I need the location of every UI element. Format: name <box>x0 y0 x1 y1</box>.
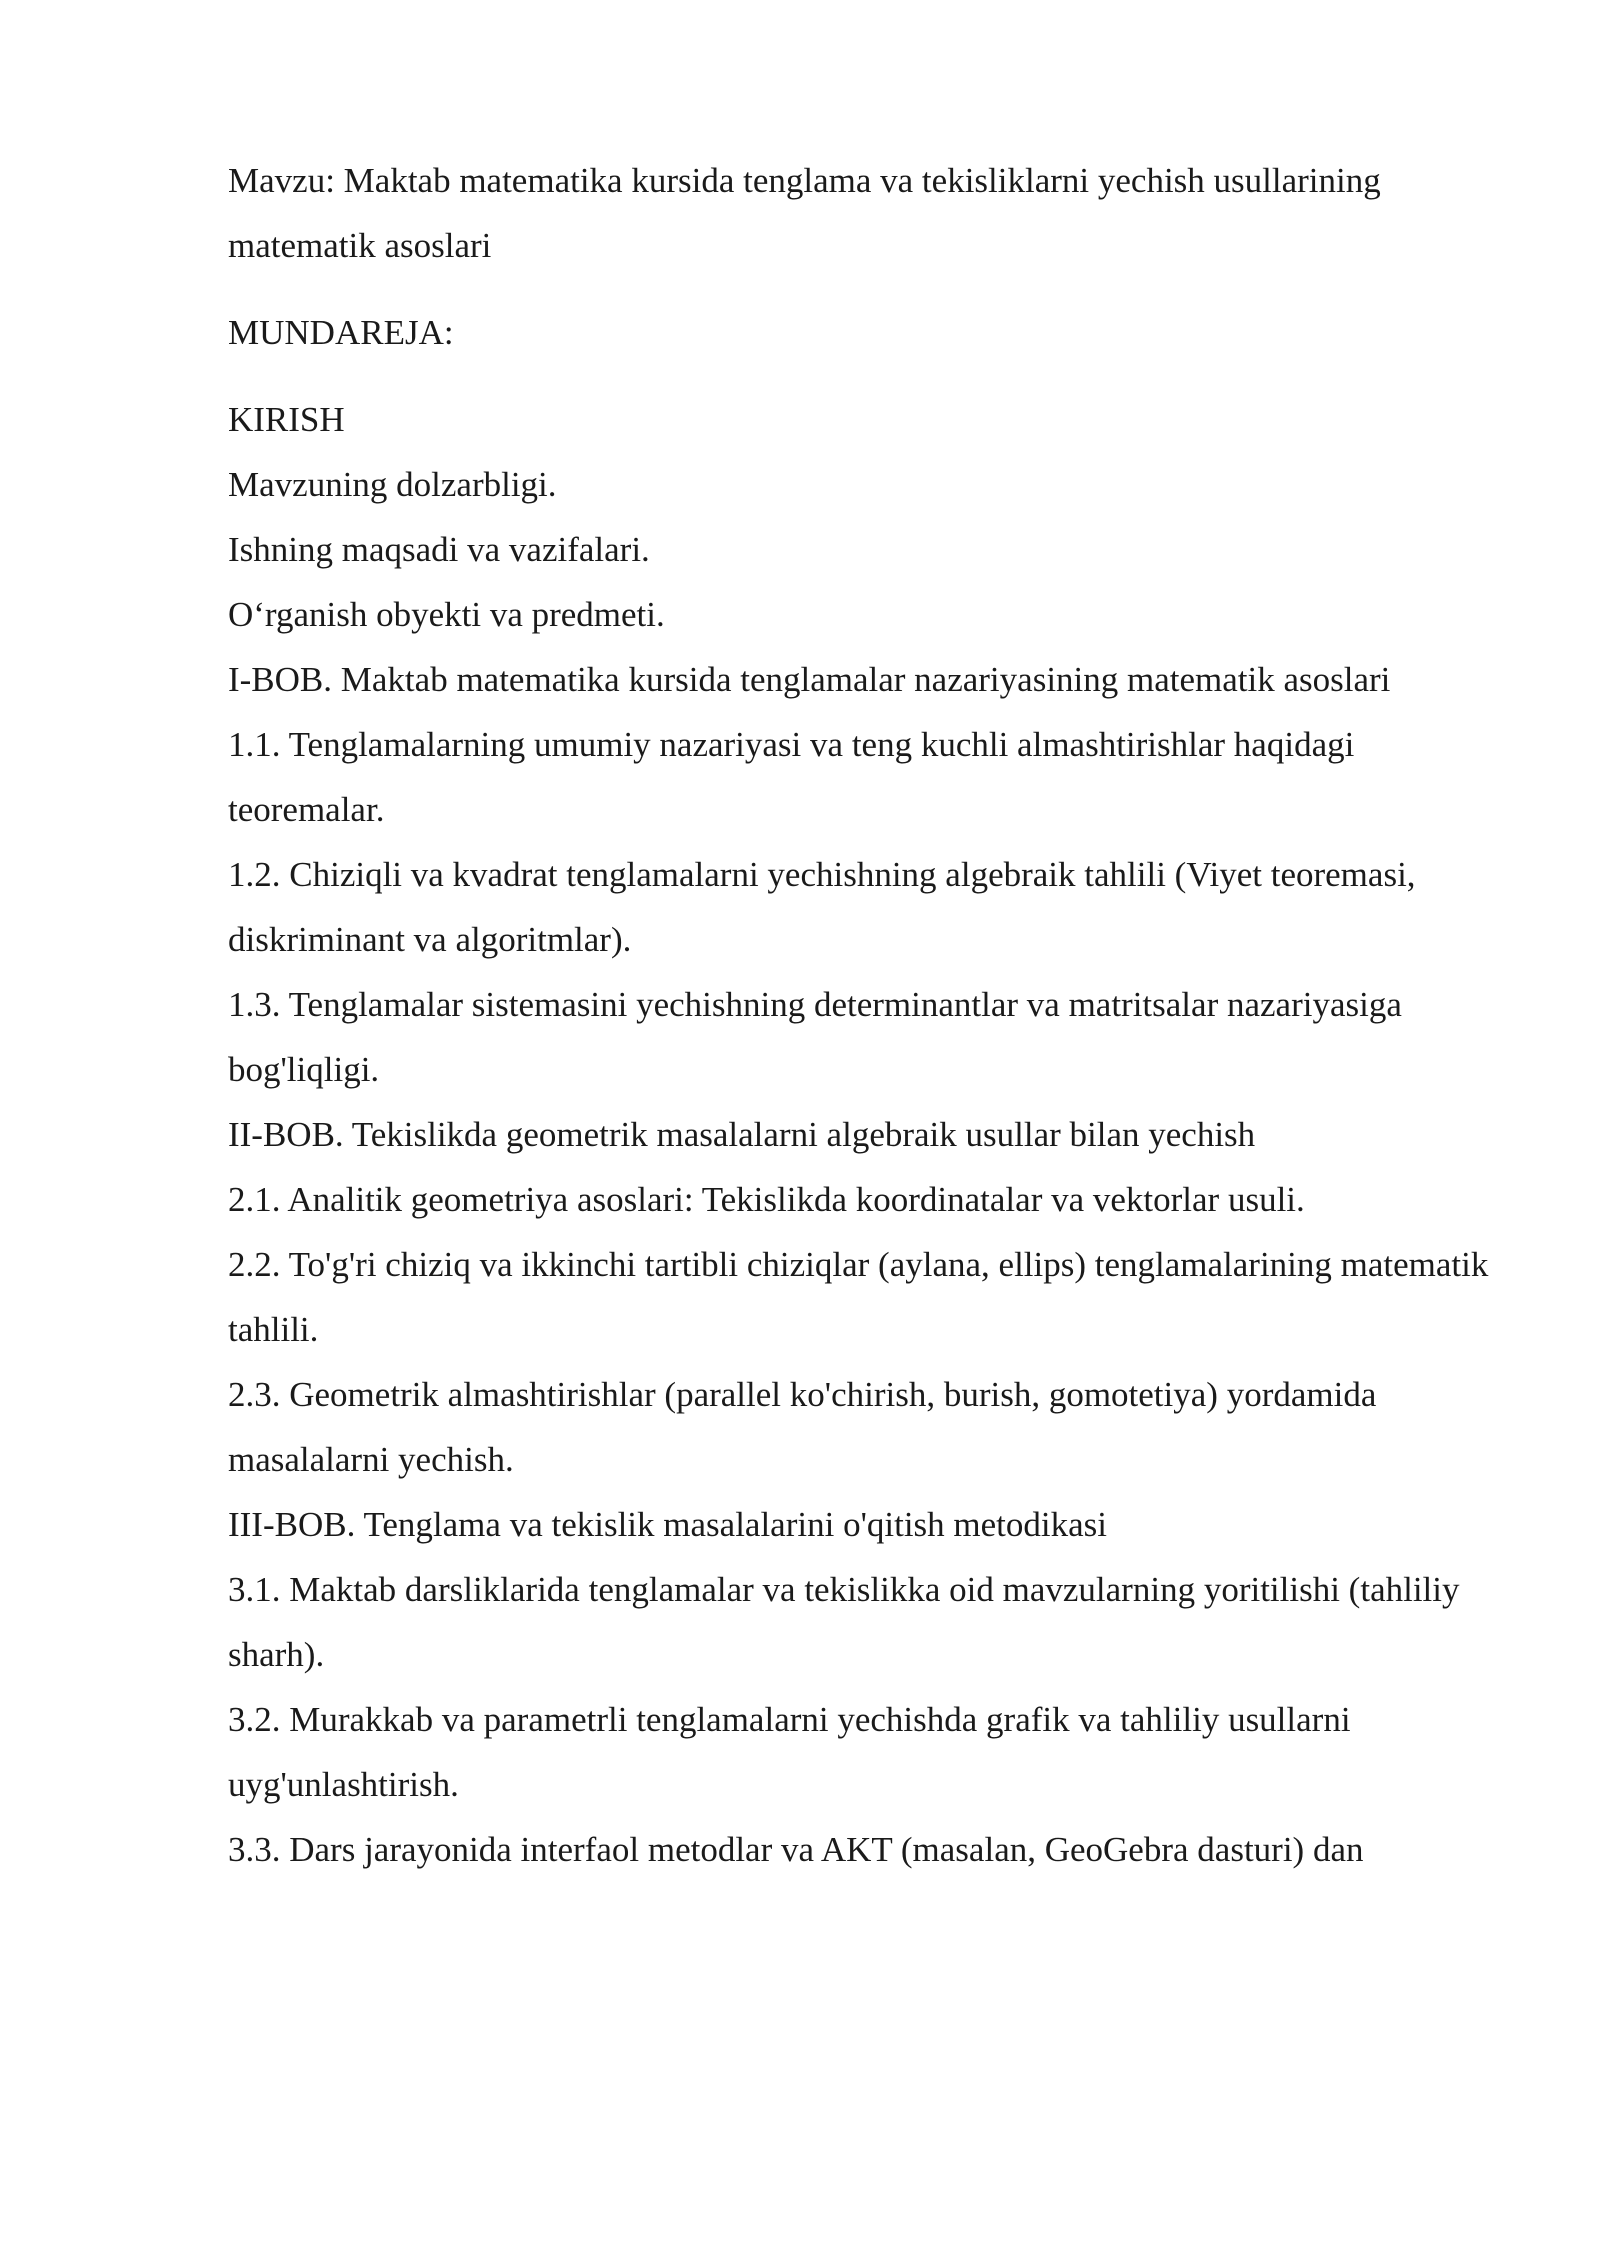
toc-entry-section-1-1: 1.1. Tenglamalarning umumiy nazariyasi va teng kuchli almashtirishlar haqidagi teoremalar. <box>228 725 1355 829</box>
toc-entry-section-2-3: 2.3. Geometrik almashtirishlar (parallel ko'chirish, burish, gomotetiya) yordamida masalalarni yechish. <box>228 1375 1377 1479</box>
contents-heading: MUNDAREJA: <box>228 313 454 352</box>
toc-entry-introduction: KIRISH <box>228 400 345 439</box>
contents-list <box>228 387 1498 1882</box>
document-title: Mavzu: Maktab matematika kursida tenglama va tekisliklarni yechish usullarining matematik asoslari <box>228 161 1381 265</box>
toc-entry-section-3-3: 3.3. Dars jarayonida interfaol metodlar va AKT (masalan, GeoGebra dasturi) dan <box>228 1830 1364 1869</box>
toc-entry-section-2-1: 2.1. Analitik geometriya asoslari: Tekislikda koordinatalar va vektorlar usuli. <box>228 1180 1305 1219</box>
toc-entry-aims: Ishning maqsadi va vazifalari. <box>228 530 650 569</box>
toc-entry-section-2-2: 2.2. To'g'ri chiziq va ikkinchi tartibli chiziqlar (aylana, ellips) tenglamalarining matematik tahlili. <box>228 1245 1489 1349</box>
toc-entry-object: O‘rganish obyekti va predmeti. <box>228 595 665 634</box>
toc-entry-chapter-2: II-BOB. Tekislikda geometrik masalalarni algebraik usullar bilan yechish <box>228 1115 1256 1154</box>
document-body <box>228 148 1498 1882</box>
toc-entry-section-1-2: 1.2. Chiziqli va kvadrat tenglamalarni yechishning algebraik tahlili (Viyet teoremasi, diskriminant va algoritmlar). <box>228 855 1416 959</box>
toc-entry-chapter-3: III-BOB. Tenglama va tekislik masalalarini o'qitish metodikasi <box>228 1505 1107 1544</box>
toc-entry-section-3-2: 3.2. Murakkab va parametrli tenglamalarni yechishda grafik va tahliliy usullarni uyg'unlashtirish. <box>228 1700 1351 1804</box>
toc-entry-section-3-1: 3.1. Maktab darsliklarida tenglamalar va tekislikka oid mavzularning yoritilishi (tahliliy sharh). <box>228 1570 1460 1674</box>
toc-entry-section-1-3: 1.3. Tenglamalar sistemasini yechishning determinantlar va matritsalar nazariyasiga bog'liqligi. <box>228 985 1402 1089</box>
toc-entry-relevance: Mavzuning dolzarbligi. <box>228 465 557 504</box>
toc-entry-chapter-1: I-BOB. Maktab matematika kursida tenglamalar nazariyasining matematik asoslari <box>228 660 1391 699</box>
